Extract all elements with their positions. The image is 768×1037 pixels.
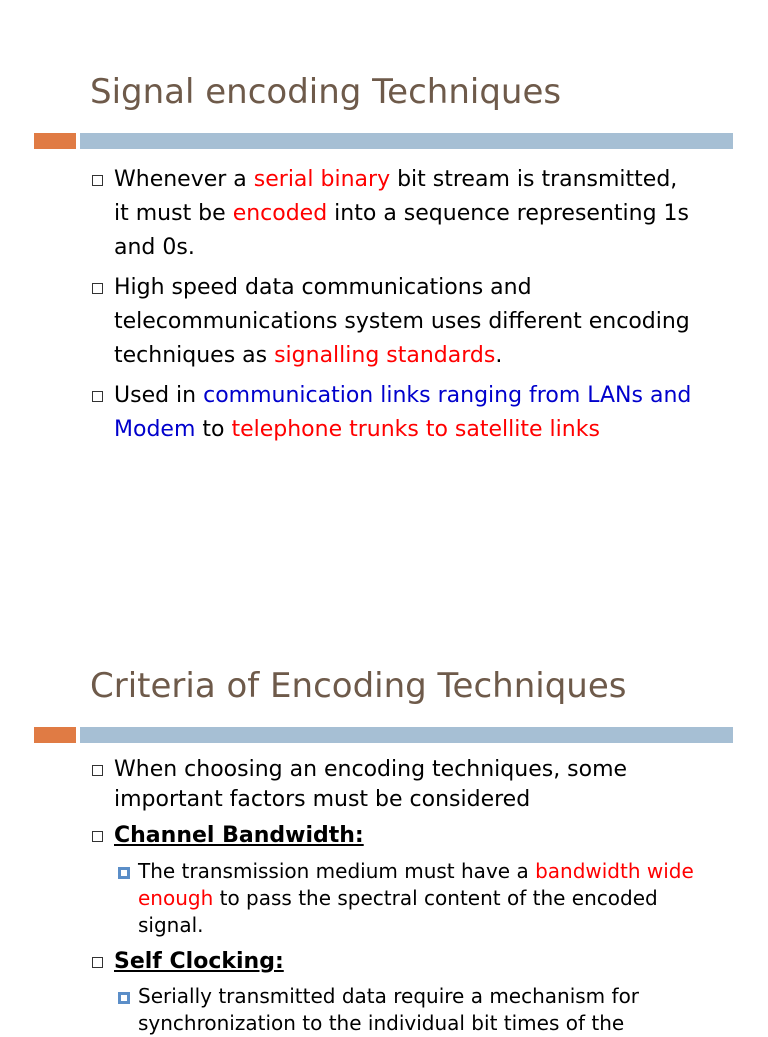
sub-bullet-item	[118, 983, 698, 1037]
title-underline-bar	[80, 133, 733, 149]
bullet-item	[92, 820, 692, 852]
square-bullet-icon	[92, 283, 103, 294]
title-accent-bar	[34, 133, 76, 149]
title-accent-bar	[34, 727, 76, 743]
bullet-item	[92, 163, 692, 265]
sub-bullet-text: Serially transmitted data require a mechanism for synchronization to the individual bit times of the	[138, 984, 640, 1035]
bullet-text: When choosing an encoding techniques, some important factors must be considered	[114, 757, 628, 812]
square-bullet-icon	[118, 867, 130, 879]
sub-bullet-item	[118, 858, 698, 939]
square-bullet-icon	[118, 992, 130, 1004]
bullet-item	[92, 755, 692, 815]
square-bullet-icon	[92, 391, 103, 402]
bullet-heading: Channel Bandwidth:	[114, 823, 364, 848]
bullet-item	[92, 271, 692, 373]
square-bullet-icon	[92, 175, 103, 186]
slide-2	[0, 512, 768, 1035]
bullet-item	[92, 379, 692, 447]
bullet-heading: Self Clocking:	[114, 949, 284, 974]
square-bullet-icon	[92, 957, 103, 968]
sub-bullet-text: The transmission medium must have a bandwidth wide enough to pass the spectral content of the encoded signal.	[138, 859, 694, 937]
bullet-text: Used in communication links ranging from LANs and Modem to telephone trunks to satellite links	[114, 383, 692, 442]
bullet-text: Whenever a serial binary bit stream is transmitted, it must be encoded into a sequence representing 1s and 0s.	[114, 167, 689, 260]
title-underline-bar	[80, 727, 733, 743]
bullet-text: High speed data communications and telecommunications system uses different encoding techniques as signalling standards.	[114, 275, 690, 368]
slide-1	[0, 0, 768, 512]
bullet-item	[92, 946, 692, 978]
square-bullet-icon	[92, 831, 103, 842]
slide-title: Signal encoding Techniques	[90, 72, 562, 112]
slide-title: Criteria of Encoding Techniques	[90, 666, 627, 706]
square-bullet-icon	[92, 765, 103, 776]
